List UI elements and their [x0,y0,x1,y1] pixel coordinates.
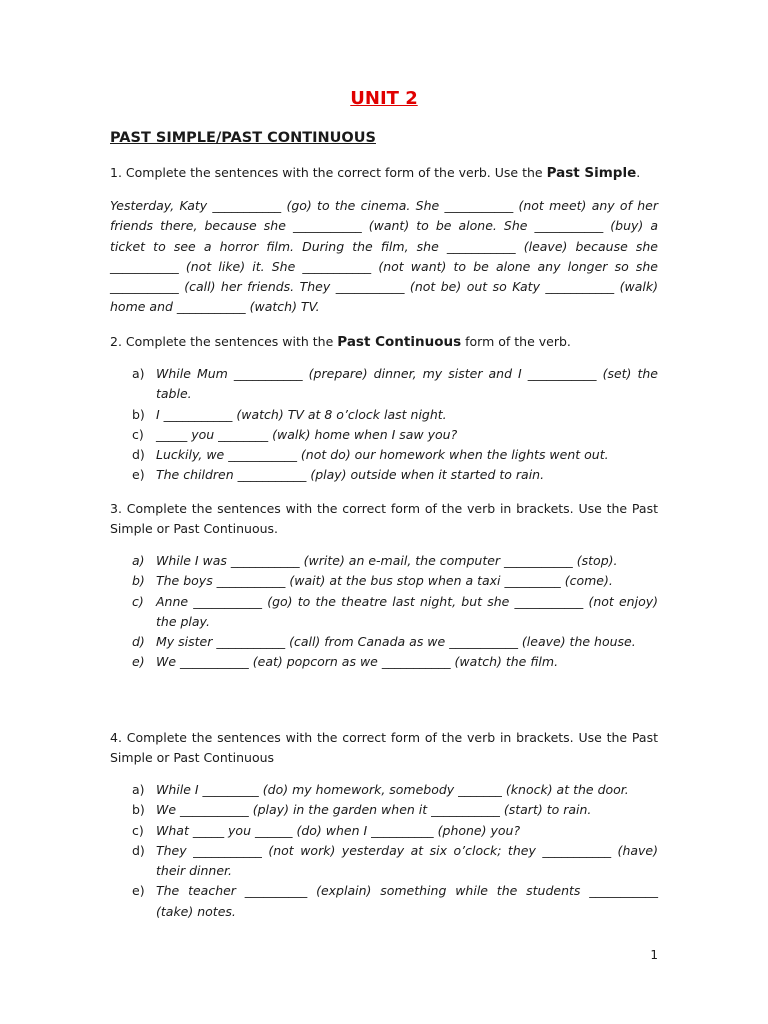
page-title: UNIT 2 [350,88,418,109]
exercise-3-instruction: 3. Complete the sentences with the correct form of the verb in brackets. Use the Past Simple or Past Continuous. [110,501,658,536]
list-item: a) While I was ___________ (write) an e-mail, the computer ___________ (stop). [132,553,618,568]
list-item: a) While I _________ (do) my homework, somebody _______ (knock) at the door. [132,782,629,797]
exercise-2 [110,332,658,486]
page-number: 1 [650,948,658,962]
list-item: b) We ___________ (play) in the garden when it ___________ (start) to rain. [132,802,592,818]
list-item: a) While Mum ___________ (prepare) dinner, my sister and I ___________ (set) the table. [132,366,658,402]
list-item: d) They ___________ (not work) yesterday at six o’clock; they ___________ (have) their dinner. [132,842,658,879]
exercise-4-instruction: 4. Complete the sentences with the correct form of the verb in brackets. Use the Past Simple or Past Continuous [110,730,658,765]
exercise-1 [110,163,658,318]
exercise-2-instruction: 2. Complete the sentences with the Past Continuous form of the verb. [110,334,571,350]
list-item: c) _____ you ________ (walk) home when I saw you? [132,426,458,442]
exercise-1-paragraph: Yesterday, Katy ___________ (go) to the cinema. She ___________ (not meet) any of her friends there, because she ___________ (want) to be alone. She ___________ (buy) a ticket to see a horror film. During the film, she ___________ (leave) because she ___________ (not like) it. She ___________ (not want) to be alone any longer so she ___________ (call) her friends. They ___________ (not be) out so Katy ___________ (walk) home and ___________ (watch) TV. [110,198,658,315]
list-item: c) What _____ you ______ (do) when I __________ (phone) you? [132,822,521,838]
list-item: e) We ___________ (eat) popcorn as we ___________ (watch) the film. [132,654,559,670]
exercise-2-list [110,364,658,486]
exercise-4 [110,728,658,922]
section-subtitle: PAST SIMPLE/PAST CONTINUOUS [110,130,376,146]
exercise-3 [110,499,658,673]
exercise-3-list [110,551,658,673]
list-item: d) Luckily, we ___________ (not do) our homework when the lights went out. [132,447,609,463]
list-item: c) Anne ___________ (go) to the theatre last night, but she ___________ (not enjoy) the play. [132,593,658,629]
list-item: d) My sister ___________ (call) from Canada as we ___________ (leave) the house. [132,634,636,650]
exercise-4-list [110,780,658,922]
list-item: b) I ___________ (watch) TV at 8 o’clock last night. [132,406,447,422]
list-item: b) The boys ___________ (wait) at the bus stop when a taxi _________ (come). [132,573,613,589]
list-item: e) The teacher __________ (explain) something while the students ___________ (take) notes. [132,883,658,919]
list-item: e) The children ___________ (play) outside when it started to rain. [132,467,545,483]
exercise-1-instruction: 1. Complete the sentences with the correct form of the verb. Use the Past Simple. [110,165,641,181]
